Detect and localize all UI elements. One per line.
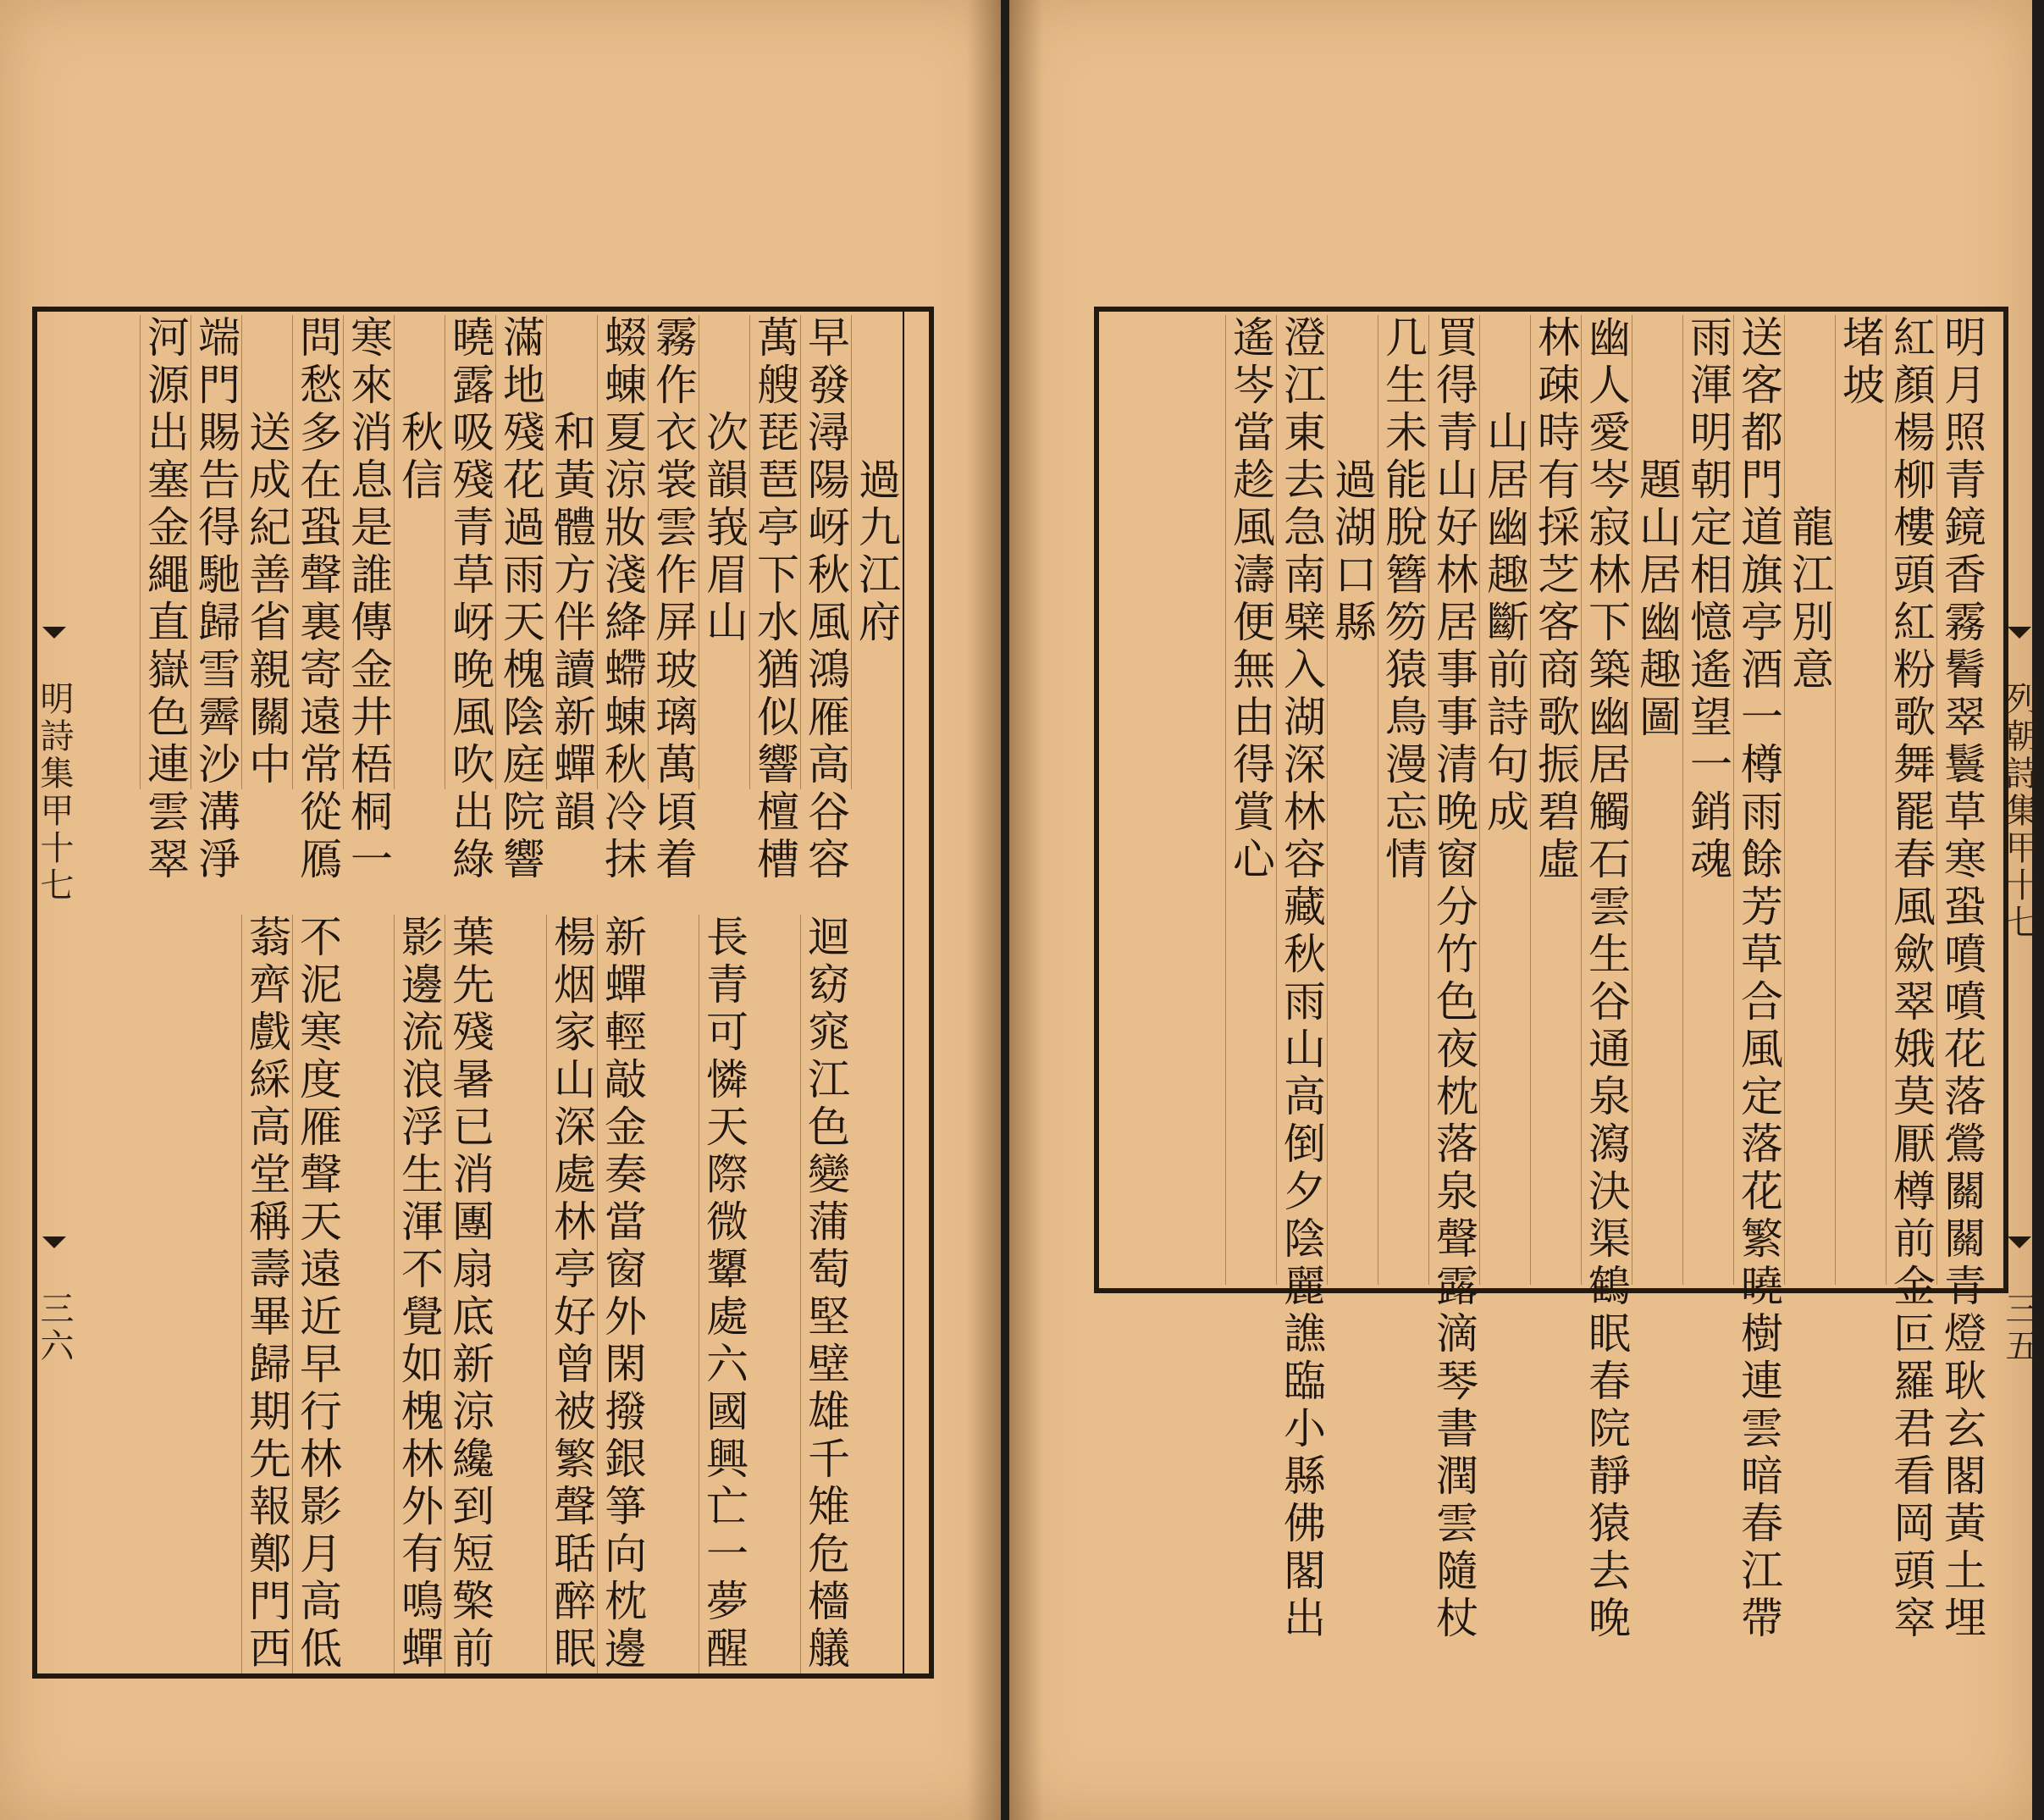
right-col-4: 龍江別意 <box>1784 315 1835 1285</box>
left-lower-col-8: 蓊齊戲綵高堂稱壽畢歸期先報鄭門西 <box>241 915 292 1677</box>
right-col-15: 遙岑當趁風濤便無由得賞心 <box>1225 315 1276 1285</box>
right-col-14: 澄江東去急南檗入湖深林容藏秋雨山高倒夕陰麗譙臨小縣佛閣出 <box>1277 315 1326 1643</box>
left-col-14: 端門賜告得馳歸雪霽沙溝淨 <box>191 315 240 884</box>
right-fishtail-mark-top <box>2008 627 2031 639</box>
left-lower-col-6: 影邊流浪浮生渾不覺如槐林外有鳴蟬 <box>394 915 445 1677</box>
left-lower-col-3: 新蟬輕敲金奏當窗外閑撥銀箏向枕邊 <box>597 915 648 1677</box>
right-columns <box>1102 315 1987 1643</box>
left-col-6: 蝃蝀夏涼妝淺絳螮蝀秋冷抹 <box>598 315 647 884</box>
left-col-4: 次韻峩眉山 <box>699 315 749 789</box>
spine-shadow-left <box>967 0 1001 1820</box>
left-col-15: 河源出塞金繩直嶽色連雲翠 <box>141 315 190 884</box>
right-col-13: 過湖口縣 <box>1327 315 1378 1285</box>
right-strip-page-number: 三五 <box>2000 1291 2039 1365</box>
right-col-11: 買得青山好林居事事清晚窗分竹色夜枕落泉聲露滴琴書潤雲隨杖 <box>1429 315 1478 1643</box>
fishtail-mark-bottom <box>42 1236 66 1248</box>
right-col-7: 題山居幽趣圖 <box>1632 315 1682 1285</box>
right-col-10: 山居幽趣斷前詩句成 <box>1479 315 1530 1285</box>
left-col-11: 寒來消息是誰傳金井梧桐一 <box>344 315 393 884</box>
left-lower-col-5: 葉先殘暑已消團扇底新涼纔到短檠前 <box>445 915 495 1677</box>
right-edge-strip <box>1996 627 2044 1220</box>
left-lower-spacer-3 <box>648 915 699 1677</box>
left-lower-col-4: 楊烟家山深處林亭好曾被繁聲聒醉眠 <box>546 915 597 1677</box>
right-col-9: 林疎時有採芝客商歌振碧虛 <box>1530 315 1581 1285</box>
left-col-1: 過九江府 <box>851 315 902 789</box>
right-col-5: 送客都門道旗亭酒一樽雨餘芳草合風定落花繁曉樹連雲暗春江帶 <box>1734 315 1783 1643</box>
left-lower-col-1: 迴窈窕江色變蒲萄堅壁雄千雉危檣艤 <box>800 915 851 1677</box>
fishtail-mark-top <box>42 627 66 639</box>
left-strip-book-title: 明詩集甲十七 <box>35 681 74 904</box>
left-upper-columns <box>68 315 902 884</box>
right-col-2: 紅顏楊柳樓頭紅粉歌舞罷春風歛翠娥莫厭樽前金叵羅君看岡頭窣 <box>1887 315 1936 1643</box>
left-lower-col-2: 長青可憐天際微顰處六國興亡一夢醒 <box>699 915 749 1677</box>
left-lower-columns <box>68 915 902 1677</box>
left-page <box>0 0 1001 1820</box>
left-lower-spacer-2 <box>749 915 800 1677</box>
left-col-2: 早發潯陽岈秋風鴻雁高谷容 <box>801 315 850 884</box>
left-lower-spacer-4 <box>495 915 546 1677</box>
right-col-8: 幽人愛岑寂林下築幽居觸石雲生谷通泉瀉決渠鶴眠春院靜猿去晚 <box>1582 315 1631 1643</box>
left-col-10: 秋信 <box>394 315 445 789</box>
left-col-8: 滿地殘花過雨天槐陰庭院響 <box>496 315 545 884</box>
right-strip-page <box>1996 1236 2044 1406</box>
spine-shadow-right <box>1009 0 1043 1820</box>
left-lower-spacer-5 <box>343 915 394 1677</box>
left-col-5: 霧作衣裳雲作屏玻璃萬頃着 <box>649 315 698 884</box>
right-page <box>1009 0 2039 1820</box>
right-col-12: 几生未能脫簪笏猿鳥漫忘情 <box>1378 315 1428 1285</box>
left-col-12: 問愁多在蛩聲裏寄遠常從鴈 <box>293 315 342 884</box>
right-strip-book-title: 列朝詩集甲十七 <box>2000 681 2039 942</box>
left-strip-page-number: 三六 <box>35 1291 74 1365</box>
left-lower-col-7: 不泥寒度雁聲天遠近早行林影月高低 <box>292 915 343 1677</box>
right-col-3: 堵坡 <box>1835 315 1886 1285</box>
right-col-1: 明月照青鏡香霧鬌翠鬟草寒蛩噴噴花落鶯關關青燈耿玄閣黃土埋 <box>1937 315 1986 1643</box>
left-col-13: 送成紀善省親關中 <box>242 315 291 789</box>
right-col-6: 雨渾明朝定相憶遙望一銷魂 <box>1682 315 1733 1285</box>
right-fishtail-mark-bottom <box>2008 1236 2031 1248</box>
left-col-9: 曉露吸殘青草岈晚風吹出綠 <box>445 315 494 884</box>
left-col-3: 萬艘琵琶亭下水猶似響檀槽 <box>750 315 799 884</box>
left-col-7: 和黃體方伴讀新蟬韻 <box>547 315 596 837</box>
left-lower-spacer <box>851 915 902 1677</box>
